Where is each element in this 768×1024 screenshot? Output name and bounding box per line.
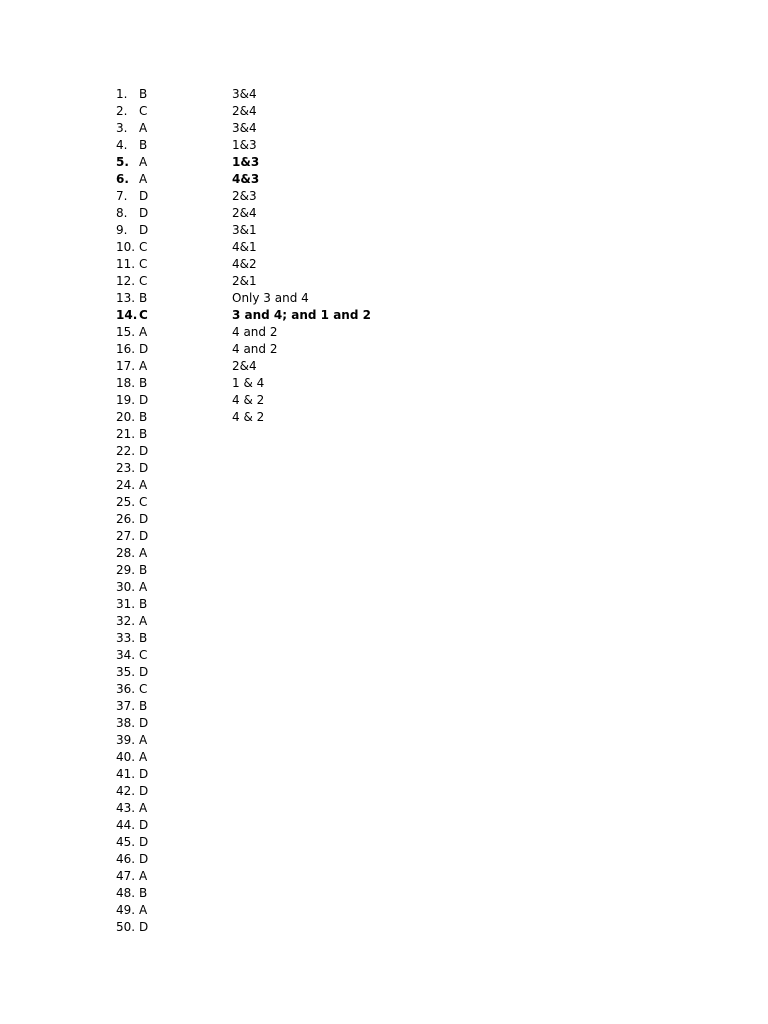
question-number: 3.: [116, 121, 128, 135]
answer-letter: A: [139, 903, 148, 917]
answer-letter: B: [139, 410, 148, 424]
answer-row: [0, 256, 768, 273]
answer-note: 1&3: [232, 155, 260, 169]
answer-letter: A: [139, 325, 148, 339]
answer-letter: D: [139, 189, 149, 203]
question-number: 30.: [116, 580, 136, 594]
answer-row: [0, 919, 768, 936]
answer-row: [0, 426, 768, 443]
answer-row: [0, 715, 768, 732]
answer-letter: C: [139, 274, 148, 288]
answer-letter: A: [139, 869, 148, 883]
question-number: 6.: [116, 172, 129, 186]
answer-letter: B: [139, 138, 148, 152]
answer-note: 4 & 2: [232, 393, 265, 407]
question-number: 40.: [116, 750, 136, 764]
question-number: 35.: [116, 665, 136, 679]
answer-letter: A: [139, 614, 148, 628]
answer-letter: D: [139, 444, 149, 458]
answer-letter: B: [139, 597, 148, 611]
answer-letter: D: [139, 852, 149, 866]
answer-row: [0, 630, 768, 647]
answer-key-list: [0, 86, 768, 936]
answer-letter: A: [139, 801, 148, 815]
question-number: 27.: [116, 529, 136, 543]
question-number: 38.: [116, 716, 136, 730]
answer-note: Only 3 and 4: [232, 291, 309, 305]
answer-letter: D: [139, 920, 149, 934]
question-number: 44.: [116, 818, 136, 832]
answer-row: [0, 273, 768, 290]
answer-letter: D: [139, 512, 149, 526]
answer-note: 2&4: [232, 206, 257, 220]
question-number: 17.: [116, 359, 136, 373]
question-number: 50.: [116, 920, 136, 934]
question-number: 23.: [116, 461, 136, 475]
answer-letter: A: [139, 546, 148, 560]
answer-row: [0, 375, 768, 392]
answer-row: [0, 120, 768, 137]
answer-letter: B: [139, 291, 148, 305]
question-number: 11.: [116, 257, 136, 271]
answer-letter: D: [139, 784, 149, 798]
answer-note: 4&3: [232, 172, 260, 186]
answer-row: [0, 681, 768, 698]
answer-letter: B: [139, 87, 148, 101]
answer-row: [0, 205, 768, 222]
answer-row: [0, 290, 768, 307]
answer-row: [0, 222, 768, 239]
answer-letter: D: [139, 665, 149, 679]
answer-row: [0, 545, 768, 562]
answer-row: [0, 749, 768, 766]
answer-letter: C: [139, 104, 148, 118]
question-number: 29.: [116, 563, 136, 577]
answer-row: [0, 613, 768, 630]
answer-row: [0, 137, 768, 154]
question-number: 8.: [116, 206, 128, 220]
answer-row: [0, 392, 768, 409]
question-number: 1.: [116, 87, 128, 101]
question-number: 32.: [116, 614, 136, 628]
answer-letter: A: [139, 580, 148, 594]
answer-letter: C: [139, 308, 148, 322]
answer-note: 4 and 2: [232, 342, 278, 356]
question-number: 9.: [116, 223, 128, 237]
answer-letter: D: [139, 223, 149, 237]
answer-note: 4 and 2: [232, 325, 278, 339]
question-number: 10.: [116, 240, 136, 254]
question-number: 19.: [116, 393, 136, 407]
answer-row: [0, 732, 768, 749]
answer-row: [0, 562, 768, 579]
answer-row: [0, 443, 768, 460]
question-number: 31.: [116, 597, 136, 611]
answer-row: [0, 324, 768, 341]
answer-row: [0, 358, 768, 375]
answer-note: 3&4: [232, 121, 257, 135]
answer-letter: C: [139, 495, 148, 509]
answer-row: [0, 766, 768, 783]
question-number: 4.: [116, 138, 128, 152]
answer-row: [0, 664, 768, 681]
question-number: 21.: [116, 427, 136, 441]
answer-letter: B: [139, 886, 148, 900]
answer-letter: D: [139, 835, 149, 849]
answer-letter: D: [139, 767, 149, 781]
answer-letter: B: [139, 376, 148, 390]
question-number: 47.: [116, 869, 136, 883]
answer-note: 2&1: [232, 274, 257, 288]
question-number: 36.: [116, 682, 136, 696]
question-number: 14.: [116, 308, 138, 322]
answer-letter: C: [139, 257, 148, 271]
question-number: 39.: [116, 733, 136, 747]
question-number: 49.: [116, 903, 136, 917]
question-number: 45.: [116, 835, 136, 849]
question-number: 7.: [116, 189, 128, 203]
question-number: 20.: [116, 410, 136, 424]
answer-letter: B: [139, 631, 148, 645]
question-number: 22.: [116, 444, 136, 458]
answer-letter: A: [139, 172, 148, 186]
answer-note: 3 and 4; and 1 and 2: [232, 308, 371, 322]
answer-note: 1 & 4: [232, 376, 265, 390]
answer-row: [0, 409, 768, 426]
answer-row: [0, 341, 768, 358]
answer-letter: C: [139, 240, 148, 254]
answer-note: 3&4: [232, 87, 257, 101]
answer-note: 2&3: [232, 189, 257, 203]
answer-letter: A: [139, 359, 148, 373]
answer-row: [0, 851, 768, 868]
answer-row: [0, 885, 768, 902]
answer-letter: D: [139, 818, 149, 832]
answer-letter: B: [139, 563, 148, 577]
answer-note: 1&3: [232, 138, 257, 152]
answer-row: [0, 171, 768, 188]
answer-row: [0, 800, 768, 817]
question-number: 5.: [116, 155, 129, 169]
answer-row: [0, 494, 768, 511]
question-number: 25.: [116, 495, 136, 509]
question-number: 43.: [116, 801, 136, 815]
answer-row: [0, 103, 768, 120]
answer-row: [0, 460, 768, 477]
answer-letter: B: [139, 699, 148, 713]
answer-row: [0, 188, 768, 205]
answer-row: [0, 834, 768, 851]
question-number: 13.: [116, 291, 136, 305]
question-number: 46.: [116, 852, 136, 866]
answer-row: [0, 698, 768, 715]
question-number: 37.: [116, 699, 136, 713]
question-number: 16.: [116, 342, 136, 356]
answer-note: 4&1: [232, 240, 257, 254]
answer-row: [0, 307, 768, 324]
answer-note: 3&1: [232, 223, 257, 237]
answer-note: 2&4: [232, 104, 257, 118]
answer-letter: D: [139, 716, 149, 730]
answer-row: [0, 902, 768, 919]
question-number: 28.: [116, 546, 136, 560]
question-number: 34.: [116, 648, 136, 662]
answer-row: [0, 86, 768, 103]
answer-letter: B: [139, 427, 148, 441]
answer-note: 4&2: [232, 257, 257, 271]
answer-letter: A: [139, 478, 148, 492]
answer-letter: D: [139, 529, 149, 543]
question-number: 15.: [116, 325, 136, 339]
answer-row: [0, 477, 768, 494]
answer-letter: A: [139, 733, 148, 747]
answer-note: 4 & 2: [232, 410, 265, 424]
question-number: 33.: [116, 631, 136, 645]
question-number: 41.: [116, 767, 136, 781]
answer-letter: D: [139, 461, 149, 475]
answer-row: [0, 511, 768, 528]
answer-row: [0, 528, 768, 545]
answer-row: [0, 154, 768, 171]
question-number: 42.: [116, 784, 136, 798]
answer-row: [0, 783, 768, 800]
answer-row: [0, 868, 768, 885]
answer-note: 2&4: [232, 359, 257, 373]
answer-letter: A: [139, 121, 148, 135]
answer-row: [0, 647, 768, 664]
question-number: 2.: [116, 104, 128, 118]
answer-row: [0, 239, 768, 256]
question-number: 26.: [116, 512, 136, 526]
question-number: 24.: [116, 478, 136, 492]
answer-letter: D: [139, 206, 149, 220]
answer-letter: A: [139, 155, 148, 169]
question-number: 12.: [116, 274, 136, 288]
answer-row: [0, 579, 768, 596]
answer-letter: C: [139, 682, 148, 696]
answer-row: [0, 817, 768, 834]
answer-letter: C: [139, 648, 148, 662]
answer-letter: D: [139, 342, 149, 356]
question-number: 18.: [116, 376, 136, 390]
answer-letter: D: [139, 393, 149, 407]
answer-letter: A: [139, 750, 148, 764]
question-number: 48.: [116, 886, 136, 900]
answer-row: [0, 596, 768, 613]
